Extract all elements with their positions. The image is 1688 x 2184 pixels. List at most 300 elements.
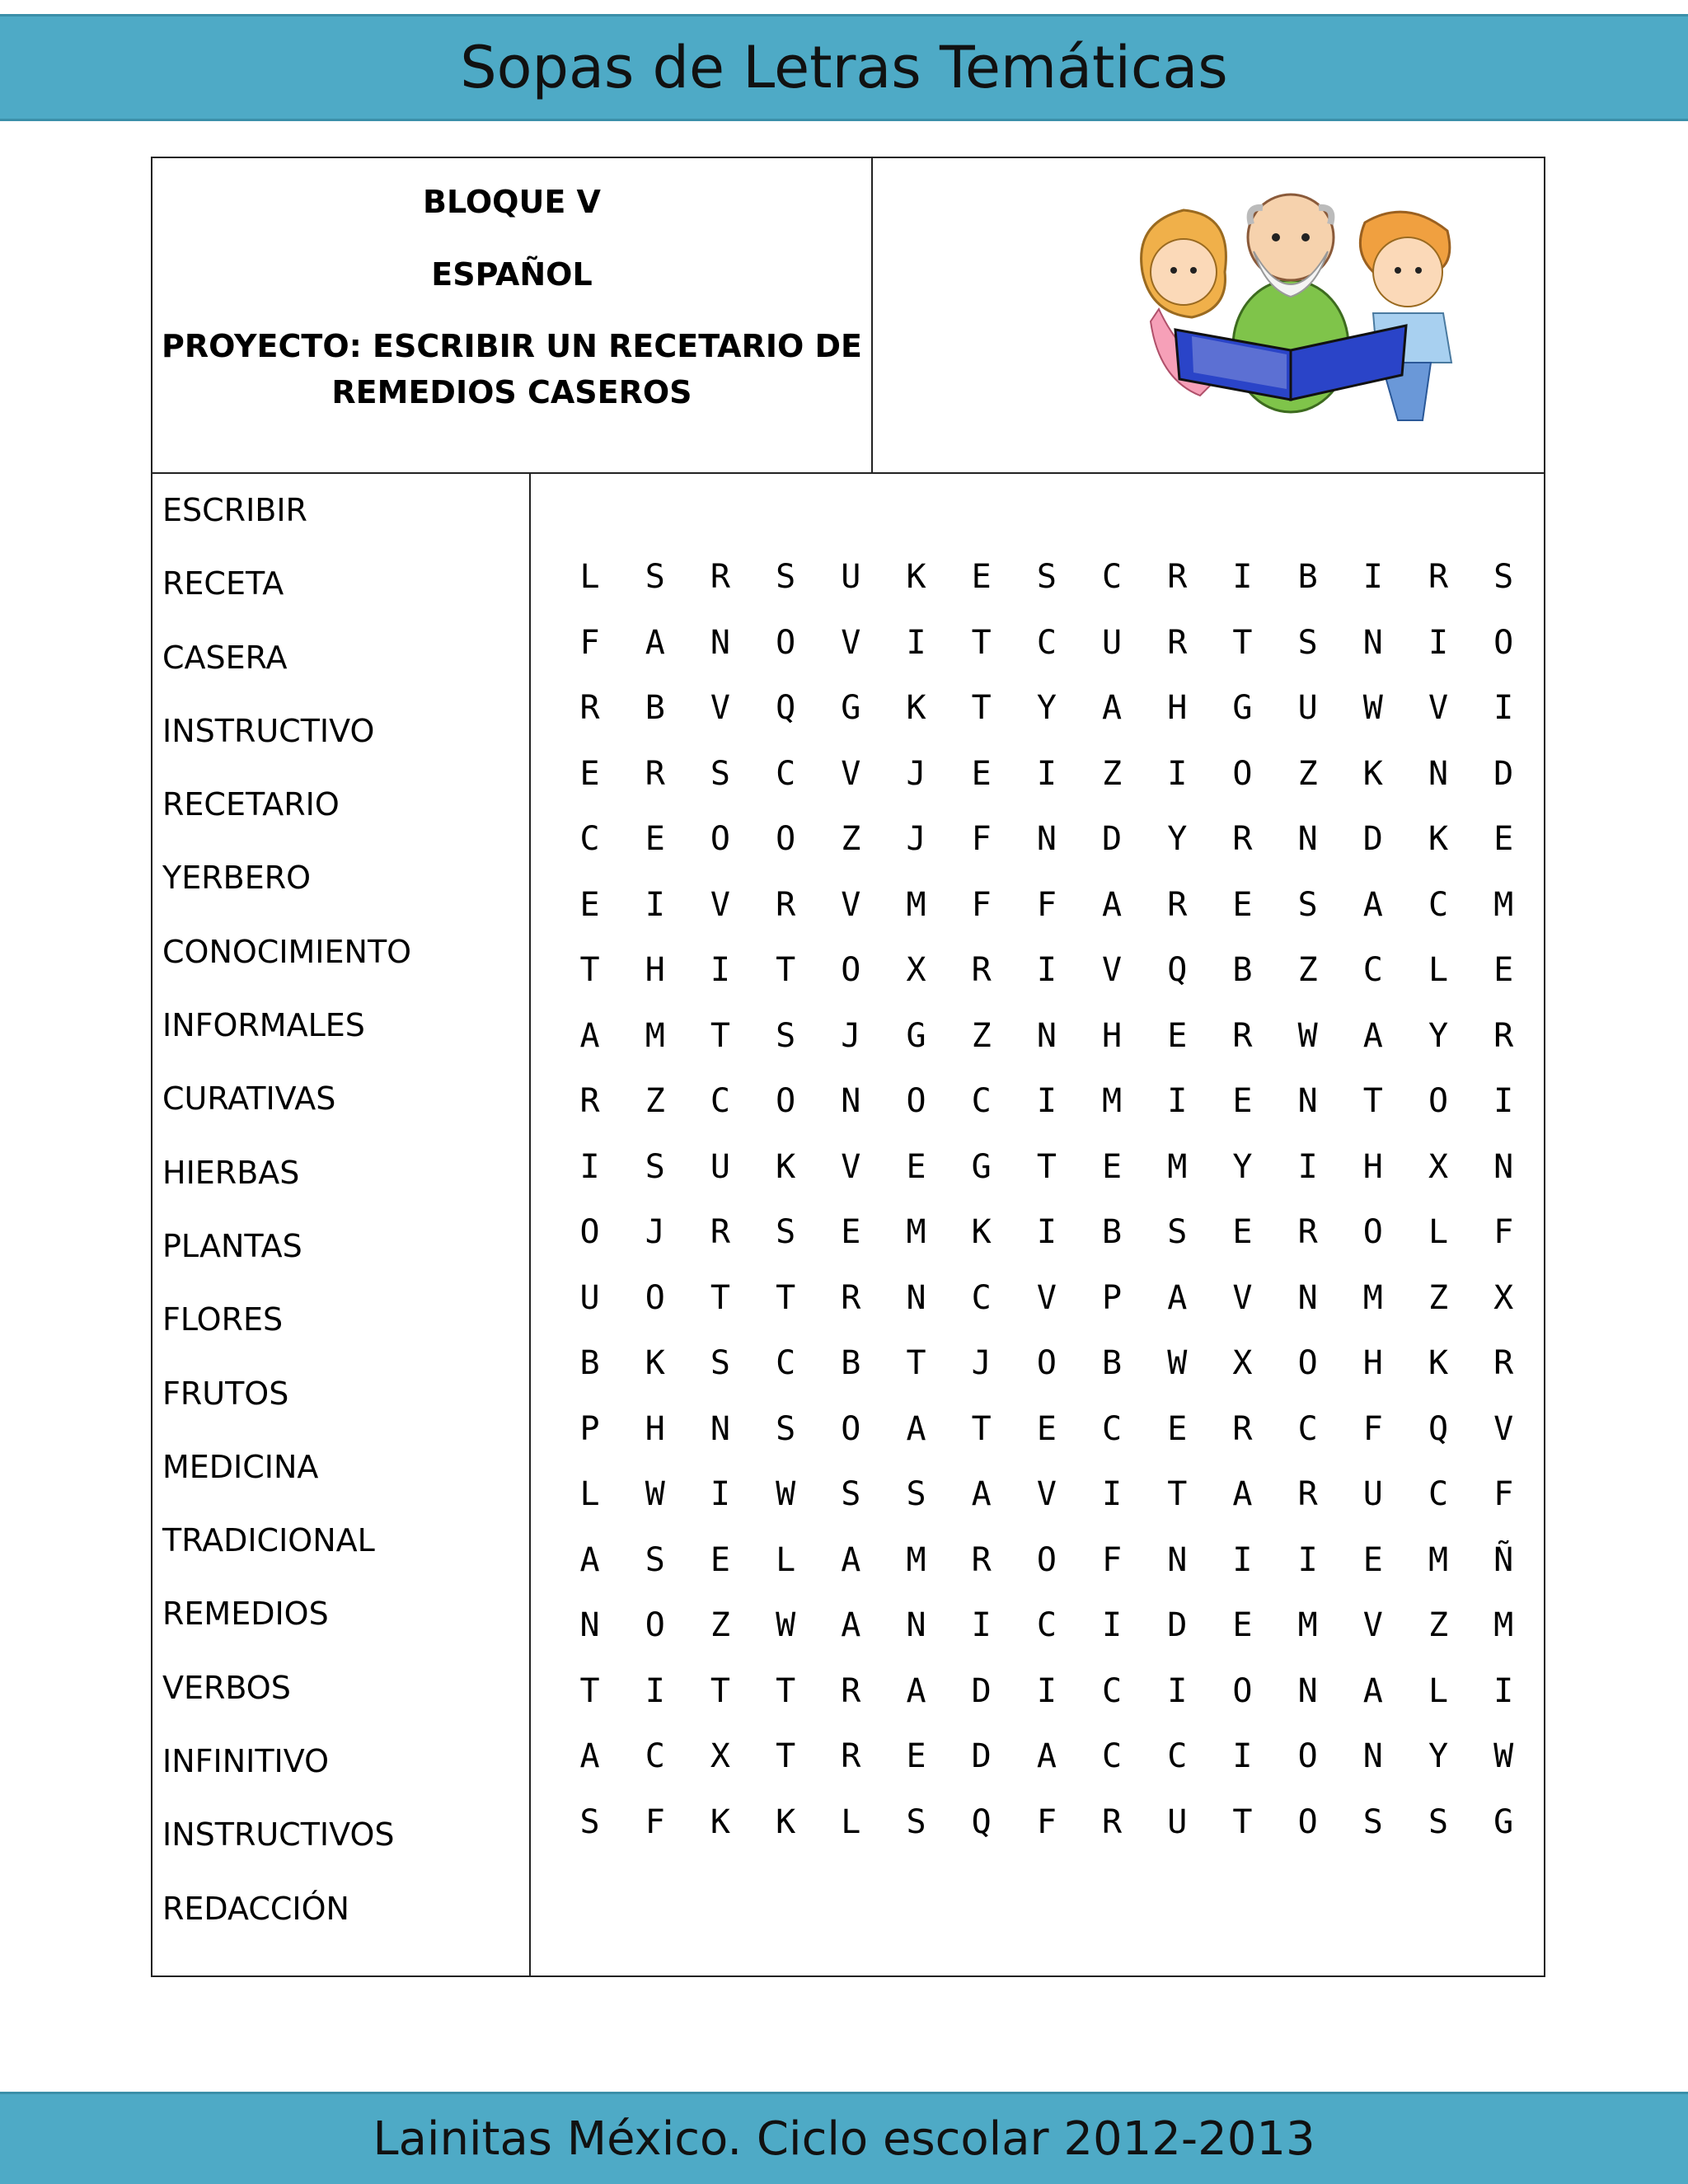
grid-letter: C [1036, 1606, 1057, 1644]
grid-letter: U [1167, 1802, 1188, 1841]
grid-letter: S [906, 1802, 926, 1841]
grid-letter: D [1167, 1606, 1188, 1644]
grid-letter: W [1493, 1737, 1514, 1775]
grid-letter: L [1428, 951, 1449, 989]
grid-letter: T [710, 1671, 731, 1710]
grid-letter: N [1362, 623, 1383, 662]
grid-letter: J [841, 1016, 861, 1055]
grid-letter: A [1362, 1016, 1383, 1055]
grid-letter: M [1362, 1278, 1383, 1317]
word-list-item: VERBOS [162, 1669, 291, 1706]
grid-letter: U [579, 1278, 600, 1317]
page-title: Sopas de Letras Temáticas [460, 34, 1228, 101]
grid-letter: A [1232, 1475, 1253, 1513]
grid-letter: O [1036, 1540, 1057, 1579]
word-list-item: CONOCIMIENTO [162, 933, 412, 970]
grid-letter: T [1232, 623, 1253, 662]
grid-letter: W [776, 1606, 796, 1644]
grid-letter: S [710, 754, 731, 793]
grid-letter: R [1297, 1475, 1318, 1513]
grid-letter: F [579, 623, 600, 662]
grid-letter: A [579, 1540, 600, 1579]
grid-letter: R [1428, 558, 1449, 596]
grid-letter: I [971, 1606, 992, 1644]
grid-letter: D [971, 1671, 992, 1710]
grid-letter: E [1493, 951, 1514, 989]
puzzle-area [152, 474, 1544, 1975]
grid-letter: M [1102, 1082, 1123, 1120]
grid-letter: S [1297, 885, 1318, 924]
grid-letter: Z [1102, 754, 1123, 793]
grid-letter: I [1232, 558, 1253, 596]
grid-letter: O [1297, 1737, 1318, 1775]
grid-letter: V [1036, 1278, 1057, 1317]
grid-letter: I [1493, 1082, 1514, 1120]
grid-letter: S [1297, 623, 1318, 662]
grid-letter: Q [776, 689, 796, 727]
grid-letter: Z [1297, 754, 1318, 793]
grid-letter: R [1232, 820, 1253, 858]
grid-letter: C [1297, 1409, 1318, 1448]
grid-letter: K [971, 1213, 992, 1251]
grid-letter: X [710, 1737, 731, 1775]
grid-letter: I [579, 1147, 600, 1186]
grid-letter: F [1036, 1802, 1057, 1841]
grid-letter: A [1102, 885, 1123, 924]
grid-letter: G [1232, 689, 1253, 727]
grid-letter: K [776, 1802, 796, 1841]
grid-letter: N [1297, 1082, 1318, 1120]
grid-letter: T [971, 1409, 992, 1448]
grid-letter: N [1297, 1278, 1318, 1317]
grid-letter: H [1102, 1016, 1123, 1055]
grid-letter: Q [971, 1802, 992, 1841]
grid-letter: I [1036, 1082, 1057, 1120]
word-list-item: YERBERO [162, 860, 312, 897]
grid-letter: S [645, 1540, 665, 1579]
grid-letter: N [906, 1278, 926, 1317]
grid-letter: N [841, 1082, 861, 1120]
grid-letter: E [1232, 1606, 1253, 1644]
grid-letter: H [645, 1409, 665, 1448]
word-list-item: REDACCIÓN [162, 1890, 349, 1927]
grid-letter: S [776, 1016, 796, 1055]
grid-letter: F [1036, 885, 1057, 924]
word-list-item: INSTRUCTIVOS [162, 1816, 395, 1854]
grid-letter: S [710, 1344, 731, 1382]
grid-letter: B [1102, 1213, 1123, 1251]
grid-letter: J [906, 820, 926, 858]
illustration-cell [874, 158, 1544, 472]
grid-letter: I [645, 1671, 665, 1710]
grid-letter: S [579, 1802, 600, 1841]
reading-grandfather-children-illustration [1101, 173, 1480, 437]
grid-letter: C [1362, 951, 1383, 989]
grid-letter: C [776, 754, 796, 793]
grid-letter: I [1036, 951, 1057, 989]
grid-letter: V [710, 689, 731, 727]
grid-letter: A [971, 1475, 992, 1513]
grid-letter: R [1167, 623, 1188, 662]
grid-letter: N [1428, 754, 1449, 793]
grid-letter: W [776, 1475, 796, 1513]
grid-letter: D [1493, 754, 1514, 793]
grid-letter: H [645, 951, 665, 989]
grid-letter: I [1362, 558, 1383, 596]
grid-letter: P [579, 1409, 600, 1448]
word-list-item: FRUTOS [162, 1375, 289, 1412]
grid-letter: C [1036, 623, 1057, 662]
grid-letter: Z [1297, 951, 1318, 989]
word-list-item: CASERA [162, 639, 288, 676]
grid-letter: C [1102, 1409, 1123, 1448]
grid-letter: T [776, 1671, 796, 1710]
grid-letter: V [841, 1147, 861, 1186]
grid-letter: E [645, 820, 665, 858]
grid-letter: R [1493, 1016, 1514, 1055]
grid-letter: M [906, 1213, 926, 1251]
grid-letter: R [579, 689, 600, 727]
grid-letter: F [1362, 1409, 1383, 1448]
grid-letter: T [906, 1344, 926, 1382]
grid-letter: C [579, 820, 600, 858]
grid-letter: O [1232, 1671, 1253, 1710]
grid-letter: T [579, 951, 600, 989]
grid-letter: R [841, 1671, 861, 1710]
grid-letter: E [906, 1147, 926, 1186]
grid-letter: S [906, 1475, 926, 1513]
grid-letter: O [776, 623, 796, 662]
grid-letter: J [971, 1344, 992, 1382]
grid-letter: O [1232, 754, 1253, 793]
grid-letter: R [1102, 1802, 1123, 1841]
grid-letter: I [1493, 689, 1514, 727]
grid-letter: C [1102, 1671, 1123, 1710]
grid-letter: B [1102, 1344, 1123, 1382]
grid-letter: M [1428, 1540, 1449, 1579]
grid-letter: T [579, 1671, 600, 1710]
grid-letter: V [841, 885, 861, 924]
grid-letter: F [1493, 1213, 1514, 1251]
grid-letter: A [906, 1409, 926, 1448]
grid-letter: I [1297, 1540, 1318, 1579]
word-list-item: TRADICIONAL [162, 1522, 375, 1559]
grid-letter: Y [1232, 1147, 1253, 1186]
grid-letter: I [1167, 754, 1188, 793]
grid-letter: Z [710, 1606, 731, 1644]
word-list-item: INFINITIVO [162, 1743, 329, 1780]
grid-letter: L [579, 1475, 600, 1513]
grid-letter: S [645, 558, 665, 596]
grid-letter: F [971, 885, 992, 924]
grid-letter: I [710, 1475, 731, 1513]
grid-letter: T [710, 1016, 731, 1055]
word-list-item: ESCRIBIR [162, 492, 307, 528]
grid-letter: I [906, 623, 926, 662]
word-list-item: FLORES [162, 1301, 284, 1338]
grid-letter: T [776, 951, 796, 989]
grid-letter: I [1036, 1213, 1057, 1251]
grid-letter: S [1036, 558, 1057, 596]
grid-letter: C [971, 1278, 992, 1317]
grid-letter: R [971, 951, 992, 989]
grid-letter: I [1167, 1082, 1188, 1120]
grid-letter: S [776, 1213, 796, 1251]
project-info [152, 158, 873, 472]
grid-letter: V [1362, 1606, 1383, 1644]
grid-letter: K [906, 689, 926, 727]
grid-letter: R [1232, 1409, 1253, 1448]
letter-grid-column [532, 474, 1544, 1975]
grid-letter: I [645, 885, 665, 924]
word-list-item: INFORMALES [162, 1007, 365, 1044]
grid-letter: S [645, 1147, 665, 1186]
grid-letter: F [1493, 1475, 1514, 1513]
grid-letter: I [1428, 623, 1449, 662]
grid-letter: R [645, 754, 665, 793]
grid-letter: R [841, 1278, 861, 1317]
grid-letter: V [1232, 1278, 1253, 1317]
title-banner [0, 14, 1688, 121]
grid-letter: E [1167, 1409, 1188, 1448]
grid-letter: U [1297, 689, 1318, 727]
grid-letter: O [645, 1606, 665, 1644]
grid-letter: S [776, 1409, 796, 1448]
grid-letter: G [906, 1016, 926, 1055]
grid-letter: V [841, 623, 861, 662]
grid-letter: D [1362, 820, 1383, 858]
grid-letter: A [1102, 689, 1123, 727]
grid-letter: V [841, 754, 861, 793]
grid-letter: X [1428, 1147, 1449, 1186]
grid-letter: O [710, 820, 731, 858]
grid-letter: O [906, 1082, 926, 1120]
grid-letter: E [906, 1737, 926, 1775]
grid-letter: J [645, 1213, 665, 1251]
grid-letter: T [776, 1278, 796, 1317]
word-list-item: RECETARIO [162, 786, 340, 823]
grid-letter: Z [645, 1082, 665, 1120]
grid-letter: C [710, 1082, 731, 1120]
grid-letter: L [1428, 1213, 1449, 1251]
grid-letter: L [579, 558, 600, 596]
grid-letter: H [1362, 1344, 1383, 1382]
grid-letter: S [1167, 1213, 1188, 1251]
grid-letter: K [710, 1802, 731, 1841]
grid-letter: T [971, 689, 992, 727]
grid-letter: F [645, 1802, 665, 1841]
grid-letter: S [1493, 558, 1514, 596]
grid-letter: N [579, 1606, 600, 1644]
letter-grid [557, 560, 1536, 1871]
grid-letter: A [645, 623, 665, 662]
grid-letter: T [1167, 1475, 1188, 1513]
grid-letter: V [1036, 1475, 1057, 1513]
grid-letter: A [1362, 1671, 1383, 1710]
grid-letter: N [1297, 1671, 1318, 1710]
grid-letter: B [1297, 558, 1318, 596]
grid-letter: Y [1036, 689, 1057, 727]
grid-letter: C [1167, 1737, 1188, 1775]
grid-letter: R [710, 1213, 731, 1251]
grid-letter: K [1428, 1344, 1449, 1382]
grid-letter: C [971, 1082, 992, 1120]
block-label: BLOQUE V [423, 184, 601, 220]
grid-letter: K [906, 558, 926, 596]
footer-banner [0, 2092, 1688, 2184]
grid-letter: R [710, 558, 731, 596]
grid-letter: I [1232, 1737, 1253, 1775]
grid-letter: K [1362, 754, 1383, 793]
grid-letter: I [1493, 1671, 1514, 1710]
grid-letter: Z [1428, 1606, 1449, 1644]
grid-letter: Ñ [1493, 1540, 1514, 1579]
grid-letter: S [1362, 1802, 1383, 1841]
grid-letter: U [841, 558, 861, 596]
grid-letter: S [776, 558, 796, 596]
grid-letter: E [841, 1213, 861, 1251]
grid-letter: O [1036, 1344, 1057, 1382]
grid-letter: H [1362, 1147, 1383, 1186]
grid-letter: G [841, 689, 861, 727]
word-list-item: REMEDIOS [162, 1596, 329, 1633]
grid-letter: K [1428, 820, 1449, 858]
grid-letter: C [1102, 558, 1123, 596]
grid-letter: V [1428, 689, 1449, 727]
grid-letter: M [906, 1540, 926, 1579]
grid-letter: I [1102, 1475, 1123, 1513]
grid-letter: M [1493, 885, 1514, 924]
grid-letter: E [1493, 820, 1514, 858]
grid-letter: H [1167, 689, 1188, 727]
grid-letter: C [1102, 1737, 1123, 1775]
grid-letter: A [579, 1737, 600, 1775]
grid-letter: N [1167, 1540, 1188, 1579]
grid-letter: O [1297, 1344, 1318, 1382]
grid-letter: R [579, 1082, 600, 1120]
grid-letter: D [971, 1737, 992, 1775]
grid-letter: L [1428, 1671, 1449, 1710]
grid-letter: W [1297, 1016, 1318, 1055]
word-list-item: INSTRUCTIVO [162, 712, 375, 749]
grid-letter: O [1428, 1082, 1449, 1120]
grid-letter: O [841, 1409, 861, 1448]
grid-letter: Z [971, 1016, 992, 1055]
grid-letter: A [1362, 885, 1383, 924]
grid-letter: E [1102, 1147, 1123, 1186]
grid-letter: R [971, 1540, 992, 1579]
grid-letter: E [1232, 1082, 1253, 1120]
grid-letter: Z [1428, 1278, 1449, 1317]
grid-letter: Y [1167, 820, 1188, 858]
grid-letter: L [776, 1540, 796, 1579]
grid-letter: J [906, 754, 926, 793]
grid-letter: V [710, 885, 731, 924]
grid-letter: A [1167, 1278, 1188, 1317]
grid-letter: P [1102, 1278, 1123, 1317]
grid-letter: U [1362, 1475, 1383, 1513]
grid-letter: E [1036, 1409, 1057, 1448]
grid-letter: M [1493, 1606, 1514, 1644]
grid-letter: G [1493, 1802, 1514, 1841]
grid-letter: T [776, 1737, 796, 1775]
grid-letter: R [1297, 1213, 1318, 1251]
grid-letter: O [579, 1213, 600, 1251]
grid-letter: I [1036, 754, 1057, 793]
grid-letter: E [579, 885, 600, 924]
grid-letter: B [841, 1344, 861, 1382]
grid-letter: I [1036, 1671, 1057, 1710]
grid-letter: X [1493, 1278, 1514, 1317]
grid-letter: R [776, 885, 796, 924]
grid-letter: Q [1428, 1409, 1449, 1448]
worksheet-header [152, 158, 1544, 474]
grid-letter: E [1167, 1016, 1188, 1055]
word-list-item: CURATIVAS [162, 1080, 336, 1118]
grid-letter: M [645, 1016, 665, 1055]
grid-letter: A [841, 1540, 861, 1579]
grid-letter: C [1428, 885, 1449, 924]
grid-letter: O [1297, 1802, 1318, 1841]
grid-letter: M [1297, 1606, 1318, 1644]
word-list-item: PLANTAS [162, 1227, 302, 1264]
grid-letter: I [1102, 1606, 1123, 1644]
grid-letter: C [776, 1344, 796, 1382]
grid-letter: I [1232, 1540, 1253, 1579]
grid-letter: W [1167, 1344, 1188, 1382]
grid-letter: V [1493, 1409, 1514, 1448]
grid-letter: C [1428, 1475, 1449, 1513]
grid-letter: N [1036, 820, 1057, 858]
grid-letter: O [776, 1082, 796, 1120]
grid-letter: N [1362, 1737, 1383, 1775]
grid-letter: R [1493, 1344, 1514, 1382]
grid-letter: I [1167, 1671, 1188, 1710]
grid-letter: N [906, 1606, 926, 1644]
grid-letter: Y [1428, 1737, 1449, 1775]
grid-letter: R [1167, 885, 1188, 924]
grid-letter: L [841, 1802, 861, 1841]
grid-letter: O [1493, 623, 1514, 662]
grid-letter: B [579, 1344, 600, 1382]
grid-letter: Y [1428, 1016, 1449, 1055]
grid-letter: E [971, 754, 992, 793]
word-list [162, 490, 411, 1962]
grid-letter: V [1102, 951, 1123, 989]
grid-letter: F [1102, 1540, 1123, 1579]
grid-letter: U [1102, 623, 1123, 662]
grid-letter: O [841, 951, 861, 989]
word-list-item: RECETA [162, 565, 284, 602]
grid-letter: F [971, 820, 992, 858]
grid-letter: R [1232, 1016, 1253, 1055]
grid-letter: O [776, 820, 796, 858]
grid-letter: E [1362, 1540, 1383, 1579]
grid-letter: E [710, 1540, 731, 1579]
grid-letter: E [579, 754, 600, 793]
grid-letter: X [1232, 1344, 1253, 1382]
grid-letter: R [1167, 558, 1188, 596]
grid-letter: E [1232, 885, 1253, 924]
grid-letter: T [1036, 1147, 1057, 1186]
grid-letter: D [1102, 820, 1123, 858]
subject-label: ESPAÑOL [431, 256, 593, 293]
grid-letter: A [579, 1016, 600, 1055]
grid-letter: I [710, 951, 731, 989]
grid-letter: T [710, 1278, 731, 1317]
grid-letter: T [1362, 1082, 1383, 1120]
grid-letter: B [1232, 951, 1253, 989]
